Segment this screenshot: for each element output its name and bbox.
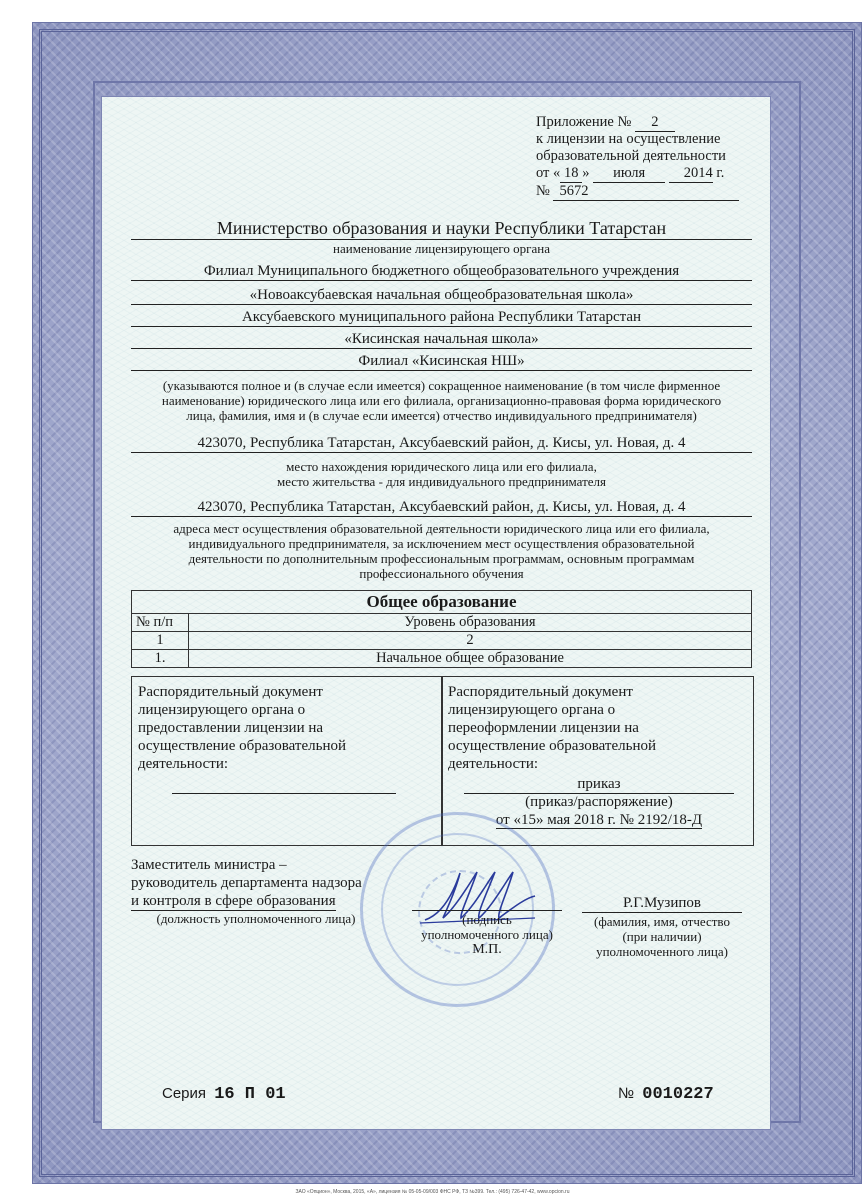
license-number-label: №: [536, 183, 550, 199]
activity-caption-line: индивидуального предпринимателя, за исключением мест осуществления образовательной: [188, 536, 695, 551]
activity-address: 423070, Республика Татарстан, Аксубаевский район, д. Кисы, ул. Новая, д. 4: [131, 498, 752, 517]
org-line-1: Филиал Муниципального бюджетного общеобразовательного учреждения: [131, 262, 752, 281]
signature-caption-line: (подпись: [462, 912, 512, 927]
table-index-row: [132, 632, 752, 650]
grant-order-line: предоставлении лицензии на: [138, 720, 324, 736]
name-caption-line: (при наличии): [622, 929, 702, 944]
grant-order-blank-line: [172, 793, 396, 794]
location-caption-line: место жительства - для индивидуального предпринимателя: [276, 474, 607, 489]
date-month: июля: [593, 165, 665, 183]
location-address: 423070, Республика Татарстан, Аксубаевский район, д. Кисы, ул. Новая, д. 4: [131, 434, 752, 453]
order-type-caption: (приказ/распоряжение): [525, 794, 673, 810]
row-level: Начальное общее образование: [189, 650, 752, 668]
signer-name-caption: [572, 914, 752, 959]
date-day: 18: [560, 165, 582, 183]
grant-order-line: осуществление образовательной: [138, 738, 346, 754]
index-cell: 2: [189, 632, 752, 650]
reissue-order-line: Распорядительный документ: [448, 684, 633, 700]
authority-caption: наименование лицензирующего органа: [333, 241, 550, 256]
row-number: 1.: [132, 650, 189, 668]
org-caption-line: лица, фамилия, имя и (в случае если имеется) отчество индивидуального предпринимателя): [186, 408, 697, 423]
signature-line: [412, 910, 562, 911]
grant-order-line: деятельности:: [138, 756, 229, 772]
activity-caption-line: деятельности по дополнительным профессиональным программам, основным программам: [188, 551, 695, 566]
org-caption: [131, 378, 752, 423]
education-levels-table: [131, 590, 752, 668]
reissue-order-line: переоформлении лицензии на: [448, 720, 639, 736]
authority-name: Министерство образования и науки Республики Татарстан: [131, 218, 752, 240]
seal-caption: М.П.: [472, 942, 502, 957]
activity-caption-line: профессионального обучения: [359, 566, 524, 581]
number-block: [618, 1085, 714, 1104]
reissue-order-line: деятельности:: [448, 756, 539, 772]
org-line-2: «Новоаксубаевская начальная общеобразовательная школа»: [131, 286, 752, 305]
name-caption-line: (фамилия, имя, отчество: [594, 914, 730, 929]
appendix-block: [536, 114, 776, 201]
date-year-prefix: 20: [683, 165, 699, 181]
signer-name: Р.Г.Музипов: [582, 894, 742, 913]
org-line-3: Аксубаевского муниципального района Республики Татарстан: [131, 308, 752, 327]
name-caption-line: уполномоченного лица): [596, 944, 728, 959]
printer-footer: ЗАО «Опцион», Москва, 2015, «А», лицензия № 05-05-09/003 ФНС РФ, ТЗ №399. Тел.: (495) 726-47-42, www.opcion.ru: [295, 1189, 570, 1195]
position-line: и контроля в сфере образования: [131, 893, 336, 909]
org-caption-line: наименование) юридического лица или его филиала, организационно-правовая форма юридического: [161, 393, 722, 408]
grant-order-line: лицензирующего органа о: [138, 702, 306, 718]
order-type: приказ: [464, 775, 734, 794]
number-label: №: [618, 1085, 635, 1102]
series-label: Серия: [162, 1085, 207, 1102]
table-title-row: [132, 591, 752, 614]
date-year-label: г.: [716, 165, 725, 181]
order-reference: от «15» мая 2018 г. № 2192/18-Д: [495, 812, 703, 828]
location-caption-line: место нахождения юридического лица или его филиала,: [286, 459, 597, 474]
col-number-header: № п/п: [132, 614, 189, 632]
grant-order-line: Распорядительный документ: [138, 684, 323, 700]
table-header-row: [132, 614, 752, 632]
license-number: 5672: [553, 183, 739, 201]
appendix-line2: к лицензии на осуществление: [536, 131, 721, 147]
table-row: [132, 650, 752, 668]
reissue-order-line: осуществление образовательной: [448, 738, 656, 754]
activity-caption-line: адреса мест осуществления образовательной деятельности юридического лица или его филиала,: [173, 521, 710, 536]
col-level-header: Уровень образования: [189, 614, 752, 632]
activity-caption: [131, 521, 752, 581]
appendix-line3: образовательной деятельности: [536, 148, 726, 164]
form-number: 0010227: [642, 1085, 714, 1104]
org-line-5: Филиал «Кисинская НШ»: [131, 352, 752, 371]
position-line: руководитель департамента надзора: [131, 875, 362, 891]
index-cell: 1: [132, 632, 189, 650]
position-caption: (должность уполномоченного лица): [156, 911, 356, 926]
table-title: Общее образование: [132, 591, 752, 614]
series-value: 16 П 01: [214, 1085, 286, 1104]
location-caption: [131, 459, 752, 489]
appendix-number: 2: [635, 114, 675, 132]
date-close: »: [582, 165, 590, 181]
date-open: от «: [536, 165, 561, 181]
org-caption-line: (указываются полное и (в случае если имеется) сокращенное наименование (в том числе фирменное: [162, 378, 721, 393]
grant-order-box: [131, 676, 443, 846]
date-year-suffix: 14: [698, 165, 713, 181]
org-line-4: «Кисинская начальная школа»: [131, 330, 752, 349]
signer-position: [131, 856, 391, 911]
signature-caption-line: уполномоченного лица): [421, 927, 553, 942]
series-block: [162, 1085, 286, 1104]
position-line: Заместитель министра –: [131, 857, 287, 873]
appendix-label: Приложение №: [536, 114, 632, 130]
signature-caption: [412, 912, 562, 957]
reissue-order-line: лицензирующего органа о: [448, 702, 616, 718]
